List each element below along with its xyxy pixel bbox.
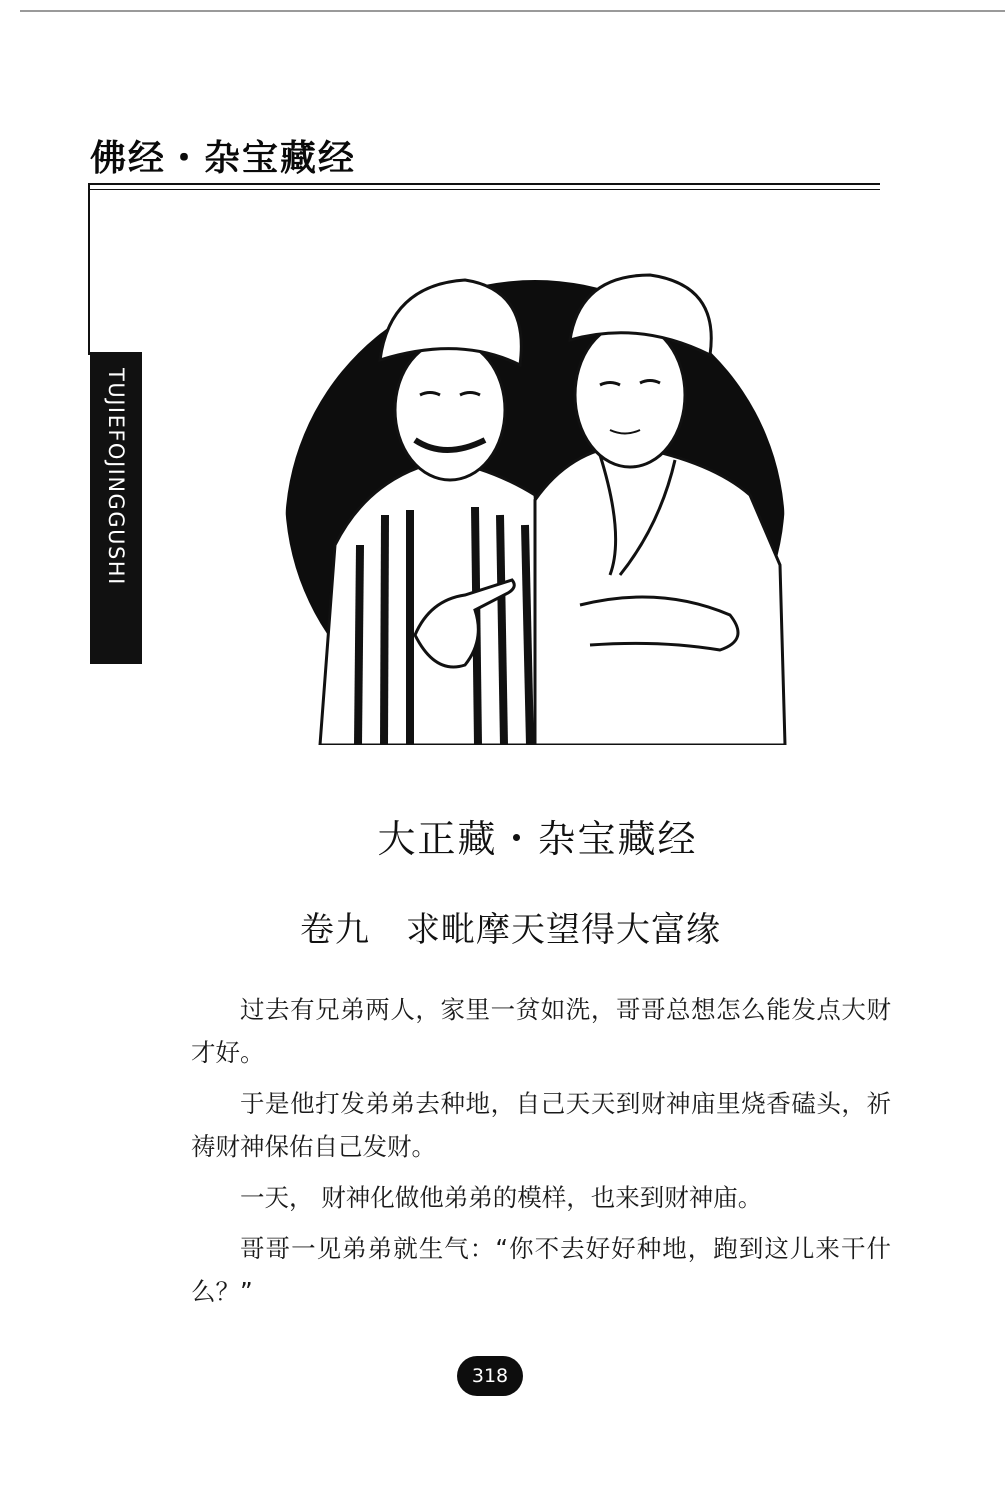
chapter-heading [300,902,721,951]
chapter-number: 卷九 [300,910,370,950]
running-header-title: 佛经・杂宝藏经 [90,138,357,179]
header-rule-thick [88,183,880,185]
paragraph: 一天， 财神化做他弟弟的模样，也来到财神庙。 [240,1183,763,1212]
article-body [191,988,891,1321]
top-scan-rule [20,10,1005,12]
two-men-turbans-illustration-icon [280,245,790,745]
header-rule-thin [88,189,880,190]
side-tab-label: TUJIEFOJINGGUSHI [104,368,128,586]
page-number-badge: 318 [457,1356,523,1396]
paragraph: 过去有兄弟两人，家里一贫如洗，哥哥总想怎么能发点大财才好。 [191,995,891,1067]
header-vertical-rule [88,183,90,355]
article-title: 大正藏・杂宝藏经 [377,817,698,861]
chapter-subtitle: 求毗摩天望得大富缘 [406,910,721,950]
paragraph: 哥哥一见弟弟就生气：“你不去好好种地，跑到这儿来干什么？” [191,1234,891,1306]
paragraph: 于是他打发弟弟去种地，自己天天到财神庙里烧香磕头，祈祷财神保佑自己发财。 [191,1089,891,1161]
